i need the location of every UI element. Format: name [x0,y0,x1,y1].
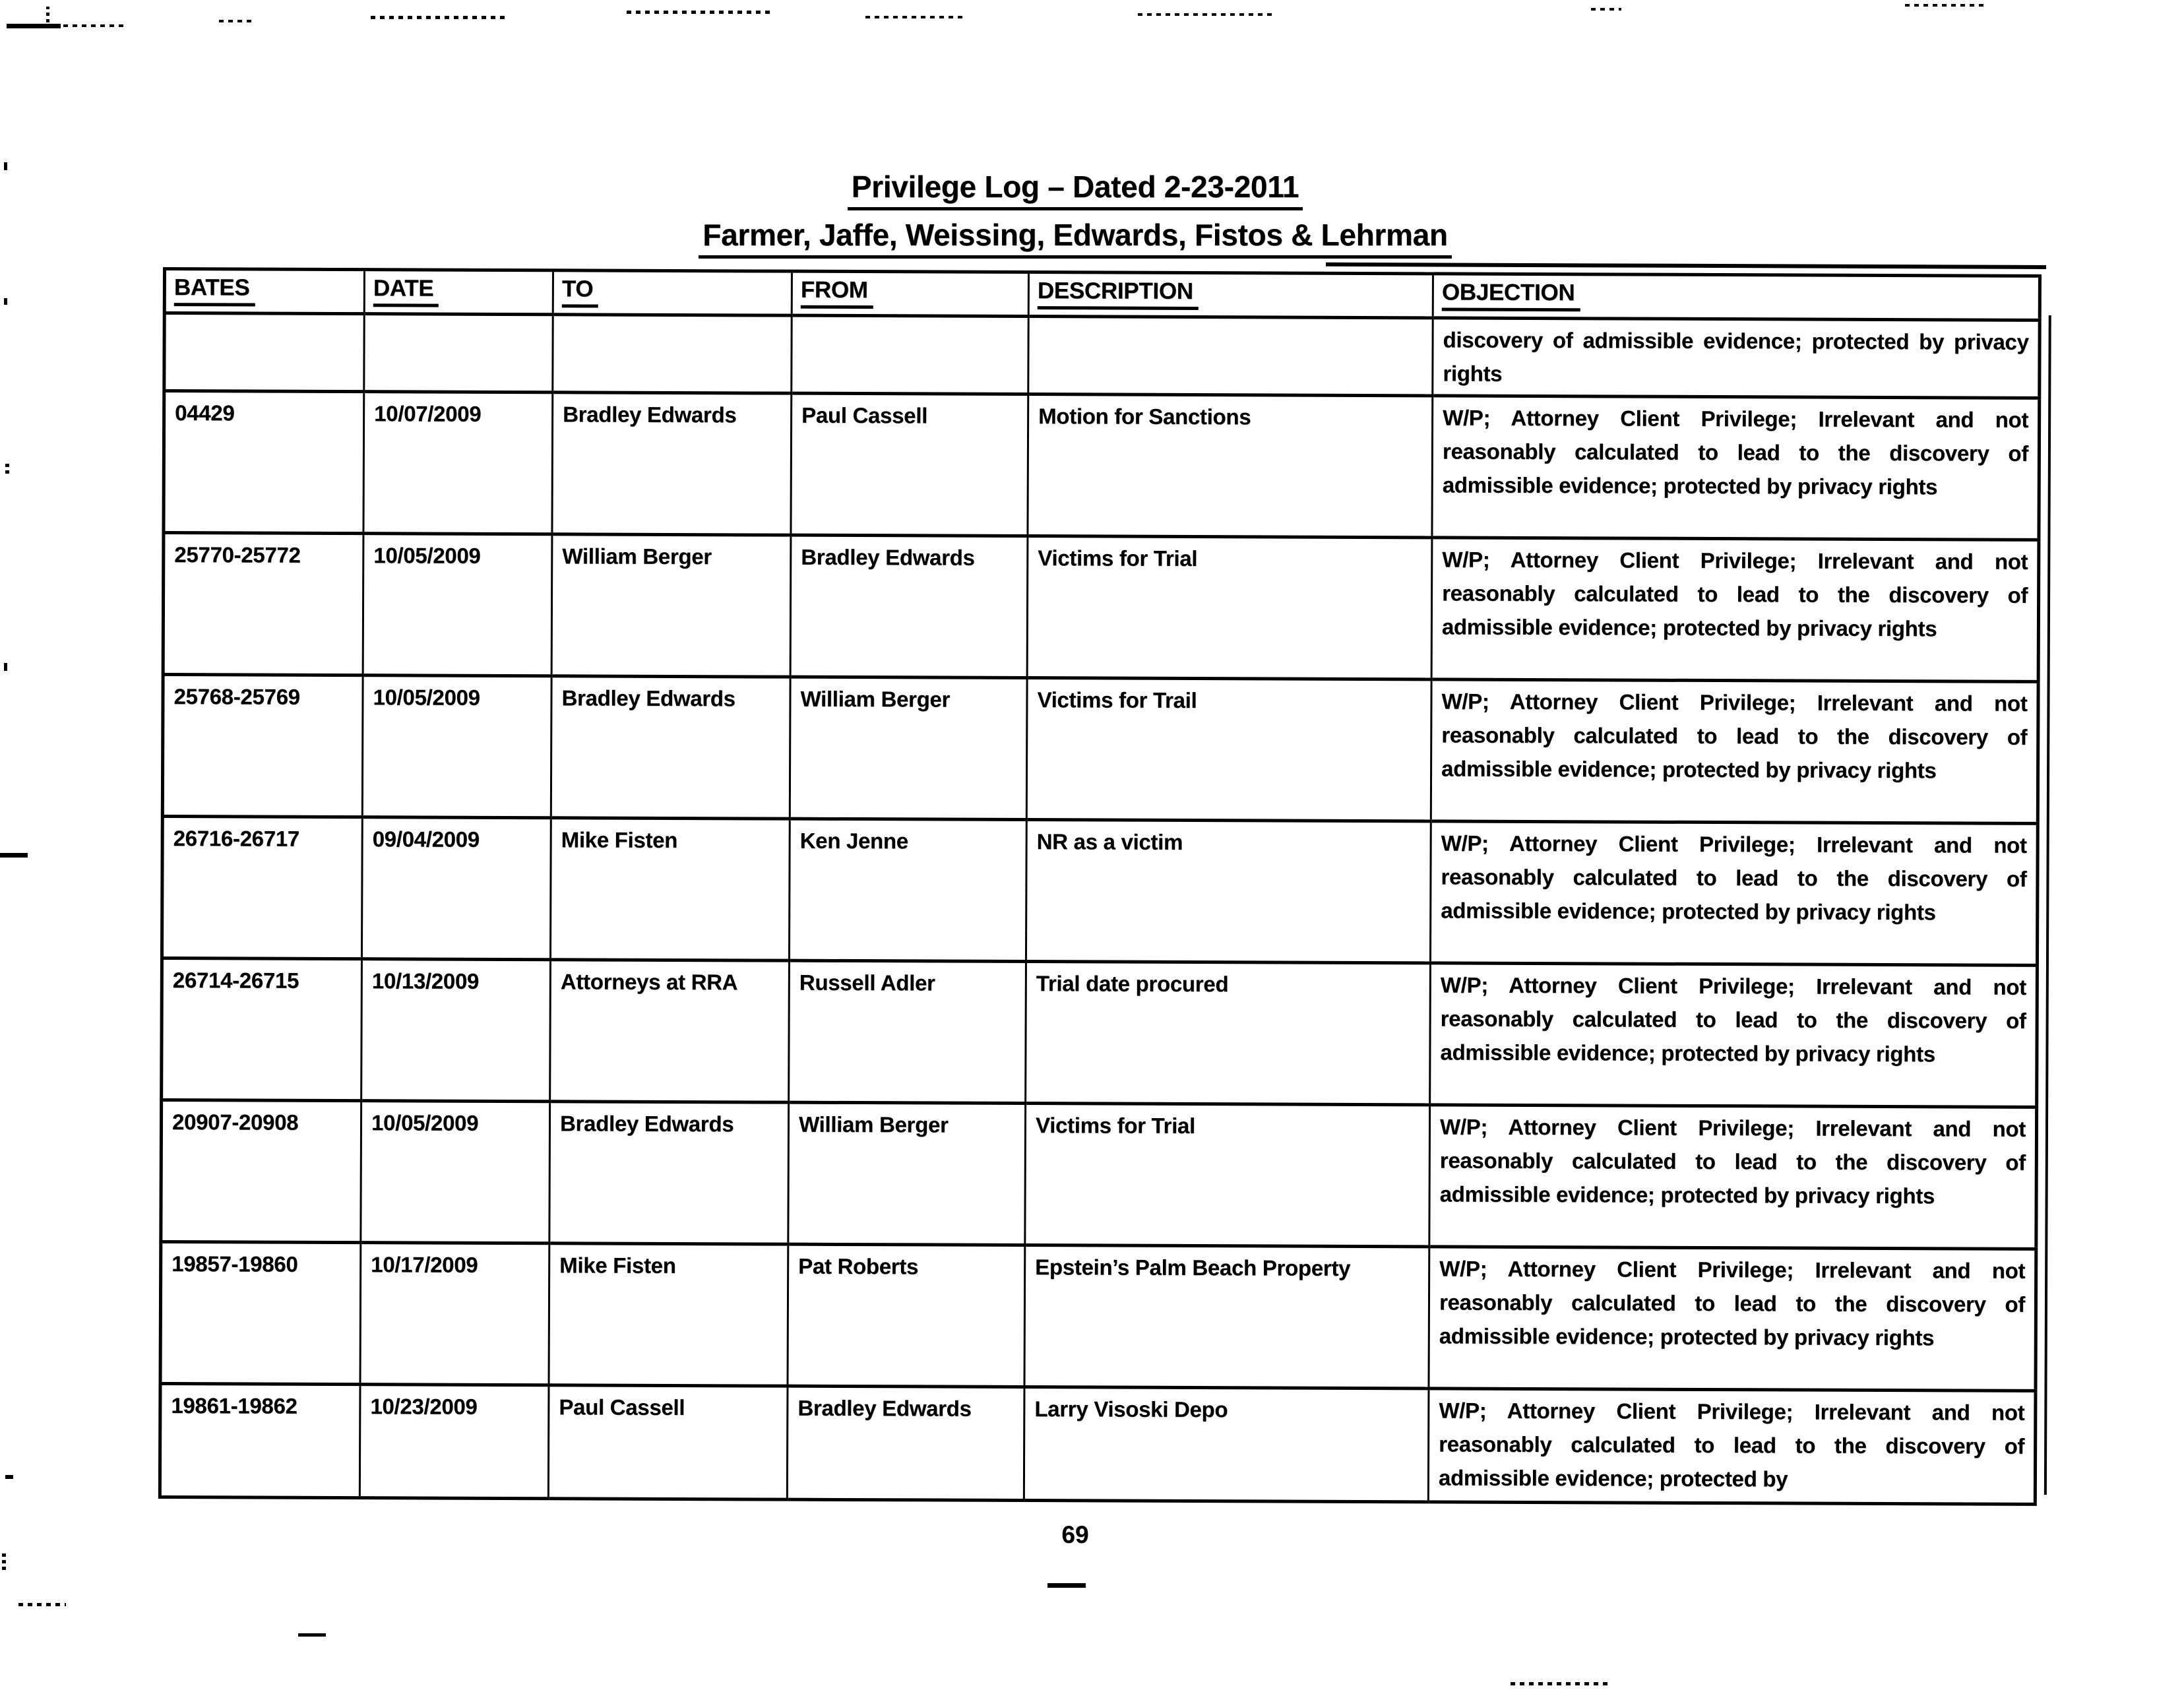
cell-objection: W/P; Attorney Client Privilege; Irrelevant and not reasonably calculated to lead to the discovery of admissible evidence; protected by privacy rights [1429,1105,2037,1249]
column-header-objection-label: OBJECTION [1442,279,1580,311]
scan-artifact [298,1633,326,1637]
column-header-to-label: TO [562,276,599,307]
cell-description: NR as a victim [1026,820,1431,963]
table-row [161,1100,2037,1249]
cell-description: Larry Visoski Depo [1024,1387,1429,1502]
cell-description: Trial date procured [1026,962,1431,1105]
cell-to: Paul Cassell [548,1385,788,1499]
cell-date: 10/05/2009 [363,534,552,676]
scan-artifact [1511,1682,1611,1685]
cell-bates: 25770-25772 [163,533,363,675]
column-header-bates-label: BATES [174,274,255,306]
cell-objection: W/P; Attorney Client Privilege; Irrelevant and not reasonably calculated to lead to the discovery of admissible evidence; protected by privacy rights [1432,396,2040,540]
cell-objection: W/P; Attorney Client Privilege; Irrelevant and not reasonably calculated to lead to the discovery of admissible evidence; protected by privacy rights [1430,963,2038,1108]
cell-to [553,315,792,393]
cell-from: Ken Jenne [789,819,1026,961]
cell-bates: 19861-19862 [160,1383,360,1497]
table-row [164,391,2040,540]
cell-description: Victims for Trial [1025,1104,1430,1247]
scan-artifact [7,24,61,28]
cell-date: 10/17/2009 [360,1243,549,1385]
cell-to: Attorneys at RRA [550,960,790,1102]
cell-description: Epstein’s Palm Beach Property [1024,1245,1429,1389]
cell-from [792,315,1028,394]
column-header-description-label: DESCRIPTION [1038,278,1199,310]
scan-artifact [2,1551,6,1570]
cell-bates: 26714-26715 [162,958,362,1101]
cell-from: Bradley Edwards [787,1386,1024,1500]
cell-date: 10/13/2009 [361,959,551,1102]
cell-bates: 20907-20908 [161,1100,361,1243]
scan-artifact [627,11,770,14]
scan-artifact [1326,263,2046,269]
table-row [163,533,2039,682]
scan-artifact [18,1603,66,1606]
scan-artifact [219,20,256,22]
cell-bates: 26716-26717 [162,817,362,959]
column-header-description [1028,272,1433,318]
table-row [162,675,2038,824]
scan-artifact [63,24,124,27]
scan-artifact [1591,8,1621,11]
cell-date: 10/05/2009 [361,1101,550,1243]
column-header-from-label: FROM [801,277,873,309]
table-row [162,958,2038,1108]
cell-description: Victims for Trial [1027,536,1432,679]
cell-bates: 25768-25769 [162,675,363,817]
cell-objection: W/P; Attorney Client Privilege; Irrelevant and not reasonably calculated to lead to the discovery of admissible evidence; protected by privacy rights [1431,538,2039,682]
scan-artifact [0,853,28,858]
cell-to: Mike Fisten [549,1243,788,1386]
cell-bates [164,313,364,392]
cell-from: Pat Roberts [788,1244,1025,1387]
scan-artifact [5,460,9,474]
cell-date: 10/05/2009 [362,675,551,818]
cell-objection: W/P; Attorney Client Privilege; Irrelevant and not reasonably calculated to lead to the discovery of admissible evidence; protected by [1428,1389,2036,1505]
cell-from: William Berger [788,1102,1026,1245]
cell-date: 10/07/2009 [363,392,553,534]
scan-artifact [5,1475,13,1479]
cell-objection: W/P; Attorney Client Privilege; Irrelevant and not reasonably calculated to lead to the discovery of admissible evidence; protected by privacy rights [1430,821,2038,966]
cell-description [1028,317,1433,396]
column-header-date [364,270,553,315]
scan-artifact [4,298,7,305]
table-row [160,1241,2036,1391]
scan-artifact [371,16,506,19]
table-row [162,817,2038,966]
cell-date [364,314,553,392]
cell-objection: W/P; Attorney Client Privilege; Irrelevant and not reasonably calculated to lead to the discovery of admissible evidence; protected by privacy rights [1431,679,2038,824]
column-header-bates [164,269,364,314]
scan-artifact [46,7,49,22]
cell-to: Bradley Edwards [552,392,792,535]
cell-description: Motion for Sanctions [1028,394,1433,538]
scan-artifact [865,16,964,18]
scan-artifact [1047,1583,1086,1588]
column-header-from [792,271,1028,316]
cell-to: Bradley Edwards [551,676,790,819]
scan-artifact [4,162,7,170]
privilege-log-table-wrap [158,267,2038,1506]
table-row [160,1383,2036,1504]
table-header-row [164,269,2040,321]
document-title-block [152,169,1999,259]
scan-artifact [1905,4,1988,7]
column-header-date-label: DATE [373,275,439,307]
cell-from: Russell Adler [789,960,1026,1103]
privilege-log-table [158,267,2042,1506]
cell-bates: 19857-19860 [160,1241,361,1384]
cell-date: 10/23/2009 [359,1385,549,1499]
cell-to: Mike Fisten [550,818,790,960]
cell-to: Bradley Edwards [549,1102,789,1244]
cell-bates: 04429 [164,391,364,534]
cell-description: Victims for Trail [1026,678,1431,821]
cell-from: Paul Cassell [791,393,1028,536]
column-header-objection [1433,274,2040,321]
column-header-to [553,270,792,315]
cell-objection: discovery of admissible evidence; protected by privacy rights [1433,318,2040,398]
scan-artifact [2044,315,2051,1495]
scan-artifact [1138,13,1276,16]
scan-artifact [4,663,7,671]
cell-to: William Berger [551,534,791,677]
document-title: Privilege Log – Dated 2-23-2011 [848,169,1303,210]
document-subtitle: Farmer, Jaffe, Weissing, Edwards, Fistos & Lehrman [699,217,1451,259]
cell-from: Bradley Edwards [790,535,1028,677]
table-row-continuation [164,313,2040,398]
cell-date: 09/04/2009 [361,817,551,960]
cell-from: William Berger [790,677,1027,819]
page-number: 69 [1061,1521,1089,1548]
cell-objection: W/P; Attorney Client Privilege; Irrelevant and not reasonably calculated to lead to the discovery of admissible evidence; protected by privacy rights [1429,1247,2036,1391]
